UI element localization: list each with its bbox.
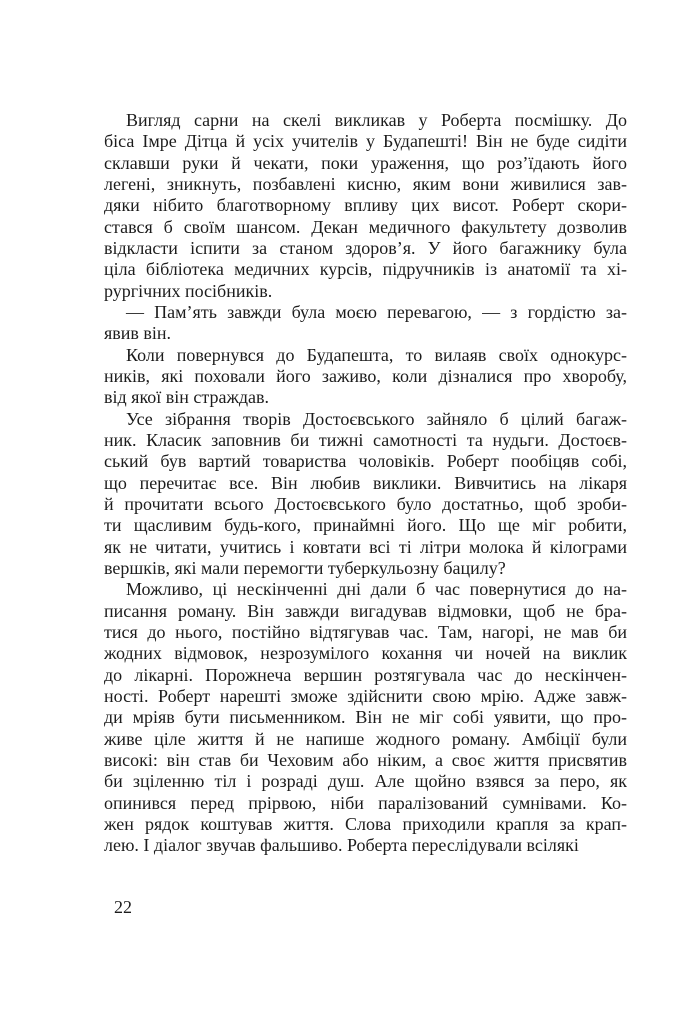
text-line: рургічних посібників. bbox=[104, 280, 273, 301]
text-line: Можливо, ці нескінченні дні дали б час повернутися до на- bbox=[126, 579, 627, 600]
text-line: ності. Роберт нарешті зможе здійснити свою мрію. Адже завж- bbox=[104, 685, 627, 706]
text-line: жодних відмовок, незрозумілого кохання чи ночей на виклик bbox=[104, 643, 627, 664]
text-line: вершків, які мали перемогти туберкульозну бацилу? bbox=[104, 557, 506, 578]
text-line: лею. І діалог звучав фальшиво. Роберта переслідували всілякі bbox=[104, 835, 579, 856]
text-line: писання роману. Він завжди вигадував відмовки, щоб не бра- bbox=[104, 600, 627, 621]
text-line: як не читати, учитись і ковтати всі ті літри молока й кілограми bbox=[104, 536, 627, 557]
text-line: ський був вартий товариства чоловіків. Роберт пообіцяв собі, bbox=[104, 451, 627, 472]
text-line: ників, які поховали його заживо, коли дізналися про хворобу, bbox=[104, 365, 627, 386]
text-line: жен рядок коштував життя. Слова приходили крапля за крап- bbox=[104, 813, 627, 834]
text-line: від якої він страждав. bbox=[104, 387, 270, 408]
text-line: до лікарні. Порожнеча вершин розтягувала час до нескінчен- bbox=[104, 664, 627, 685]
text-line: Вигляд сарни на скелі викликав у Роберта посмішку. До bbox=[126, 110, 627, 130]
text-line: явив він. bbox=[104, 323, 172, 344]
text-line: склавши руки й чекати, поки ураження, що роз’їдають його bbox=[104, 152, 627, 173]
text-line: легені, зникнуть, позбавлені кисню, яким вони живилися зав- bbox=[104, 173, 627, 194]
text-line: Коли повернувся до Будапешта, то вилаяв своїх однокурс- bbox=[126, 344, 627, 365]
text-line: ціла бібліотека медичних курсів, підручників із анатомії та хі- bbox=[104, 259, 627, 280]
text-line: тися до нього, постійно відтягував час. Там, нагорі, не мав би bbox=[104, 621, 627, 642]
text-line: високі: він став би Чеховим або ніким, а своє життя присвятив bbox=[104, 749, 627, 770]
text-line: що перечитає все. Він любив виклики. Вивчитись на лікаря bbox=[104, 472, 627, 493]
text-line: ник. Класик заповнив би тижні самотності та нудьги. Достоєв- bbox=[104, 429, 627, 450]
text-line: ти щасливим будь-кого, принаймні його. Що ще міг робити, bbox=[104, 515, 627, 536]
page-number: 22 bbox=[114, 897, 132, 917]
page-text bbox=[104, 110, 627, 856]
text-line: відкласти іспити за станом здоров’я. У його багажнику була bbox=[104, 237, 627, 258]
text-line: би зціленню тіл і розраді душ. Але щойно взявся за перо, як bbox=[104, 771, 627, 792]
text-line: живе ціле життя й не напише жодного роману. Амбіції були bbox=[104, 728, 627, 749]
text-line: стався б своїм шансом. Декан медичного факультету дозволив bbox=[104, 216, 627, 237]
text-line: Усе зібрання творів Достоєвського зайняло б цілий багаж- bbox=[126, 408, 627, 429]
text-line: опинився перед прірвою, ніби паралізований сумнівами. Ко- bbox=[104, 792, 627, 813]
text-line: дяки нібито благотворному впливу цих висот. Роберт скори- bbox=[104, 195, 627, 216]
text-line: біса Імре Дітца й усіх учителів у Будапешті! Він не буде сидіти bbox=[104, 131, 627, 152]
text-line: — Пам’ять завжди була моєю перевагою, — з гордістю за- bbox=[126, 301, 627, 322]
text-line: й прочитати всього Достоєвського було достатньо, щоб зроби- bbox=[104, 493, 627, 514]
text-line: ди мріяв бути письменником. Він не міг собі уявити, що про- bbox=[104, 707, 627, 728]
